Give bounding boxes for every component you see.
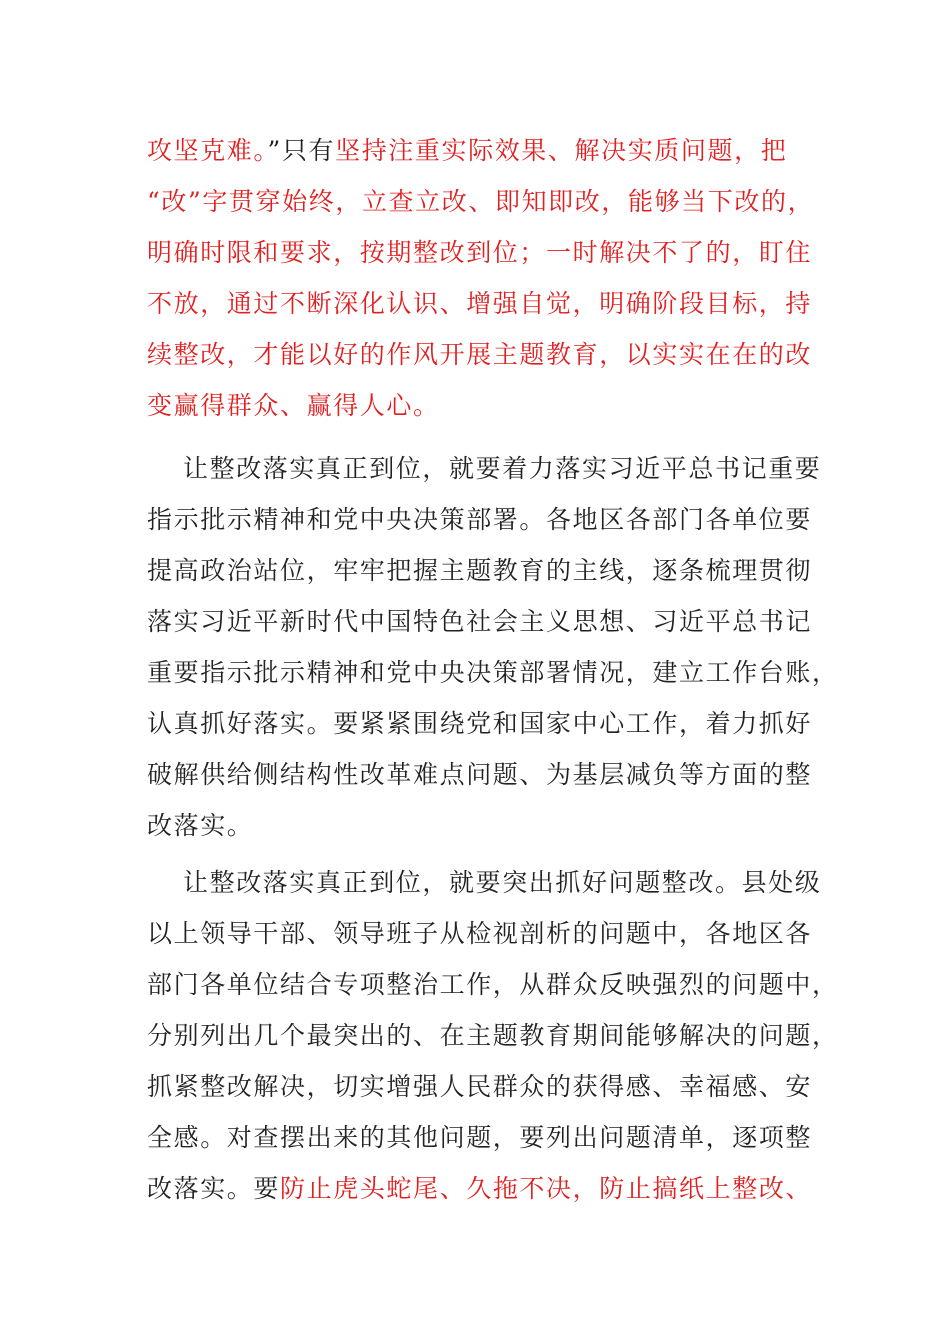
paragraph-1-line-1: [147, 125, 807, 176]
paragraph-3: [147, 857, 839, 1214]
paragraph-3-line-6: 全感。对查摆出来的其他问题，要列出问题清单，逐项整: [147, 1123, 813, 1152]
emphasis-text: 防止搞纸上整改、: [599, 1174, 813, 1203]
paragraph-2-line-2: 指示批示精神和党中央决策部署。各地区各部门各单位要: [147, 505, 813, 534]
paragraph-3-line-2: 以上领导干部、领导班子从检视剖析的问题中，各地区各: [147, 919, 813, 948]
paragraph-2-line-5: 重要指示批示精神和党中央决策部署情况，建立工作台账，: [147, 658, 839, 687]
paragraph-3-line-3: 部门各单位结合专项整治工作，从群众反映强烈的问题中，: [147, 970, 839, 999]
paragraph-1-line-2: “改”字贯穿始终，立查立改、即知即改，能够当下改的，: [147, 187, 815, 216]
paragraph-3-line-1: 让整改落实真正到位，就要突出抓好问题整改。县处级: [183, 868, 822, 897]
emphasis-text: ，: [572, 1174, 600, 1203]
paragraph-3-line-5: 抓紧整改解决，切实增强人民群众的获得感、幸福感、安: [147, 1072, 813, 1101]
paragraph-1-line-3: 明确时限和要求，按期整改到位；一时解决不了的，盯住: [147, 238, 813, 267]
paragraph-2: [147, 443, 839, 851]
paragraph-1-line-5: 续整改，才能以好的作风开展主题教育，以实实在在的改: [147, 340, 813, 369]
plain-text: 改落实。要: [147, 1174, 281, 1203]
emphasis-text: 坚持注重实际效果、解决实质问题，把: [335, 136, 788, 165]
paragraph-2-line-1: 让整改落实真正到位，就要着力落实习近平总书记重要: [183, 454, 822, 483]
paragraph-1-line-6: 变赢得群众、赢得人心。: [147, 391, 440, 420]
paragraph-2-line-7: 破解供给侧结构性改革难点问题、为基层减负等方面的整: [147, 760, 813, 789]
paragraph-2-line-8: 改落实。: [147, 811, 254, 840]
emphasis-text: 攻坚克难。: [147, 136, 268, 165]
paragraph-1: [147, 125, 815, 431]
paragraph-2-line-4: 落实习近平新时代中国特色社会主义思想、习近平总书记: [147, 607, 813, 636]
emphasis-text: 防止虎头蛇尾、久拖不决: [280, 1174, 573, 1203]
paragraph-2-line-6: 认真抓好落实。要紧紧围绕党和国家中心工作，着力抓好: [147, 709, 813, 738]
paragraph-2-line-3: 提高政治站位，牢牢把握主题教育的主线，逐条梳理贯彻: [147, 556, 813, 585]
paragraph-1-line-4: 不放，通过不断深化认识、增强自觉，明确阶段目标，持: [147, 289, 813, 318]
paragraph-3-line-7: [147, 1163, 813, 1214]
plain-text: ”只有: [267, 136, 336, 165]
paragraph-3-line-4: 分别列出几个最突出的、在主题教育期间能够解决的问题，: [147, 1021, 839, 1050]
